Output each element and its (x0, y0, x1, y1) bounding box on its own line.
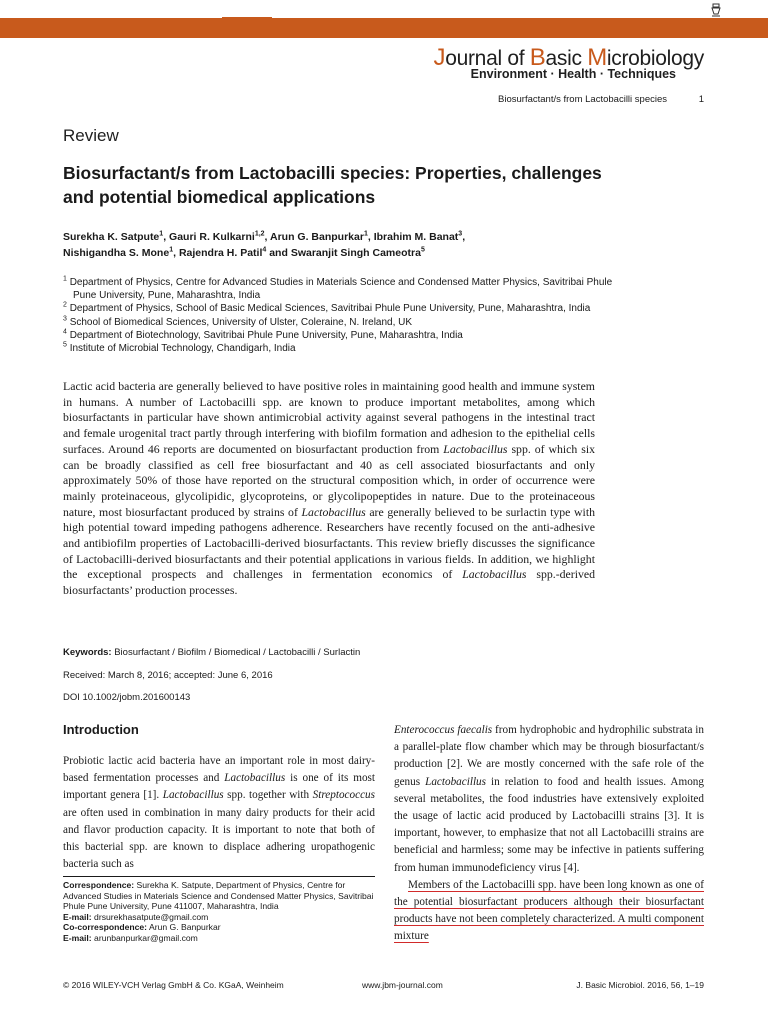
affiliation: $^4$ Department of Biotechnology, Savitribai Phule Pune University, Pune, Maharashtra, India (63, 328, 463, 341)
abstract: Lactic acid bacteria are generally believed to have positive roles in maintaining good health and immune system in humans. A number of Lactobacilli spp. are known to produce important metabolites, among which biosurfactants in particular have shown antimicrobial activity against several pathogens in the intestinal tract and female urogenital tract partly through interfering with biofilm formation and adhesion to the epithelial cells surfaces. Around 46 reports are documented on biosurfactant production from Lactobacillus spp. of which six can be broadly classified as cell free biosurfactant and 40 as cell associated biosurfactants and only approximately 50% of those have reported on the structural composition which, in order of occurrence were mainly proteinaceous, glycolipidic, glycoproteins, or glycolipopeptides in nature. Due to the proteinaceous nature, most biosurfactant produced by strains of Lactobacillus are generally believed to be surlactin type with high potential toward impeding pathogens adherence. Researchers have recently focused on the anti-adhesive and antibiofilm properties of Lactobacilli-derived biosurfactants. This review briefly discusses the significance of Lactobacilli-derived biosurfactants and their potential applications in various fields. In addition, we highlight the exceptional prospects and challenges in fermentation economics of Lactobacillus spp.-derived biosurfactants’ production processes. (63, 379, 596, 598)
email-link[interactable]: arunbanpurkar@gmail.com (94, 932, 198, 943)
section-heading: Introduction (63, 722, 139, 737)
footnote-rule (63, 876, 375, 877)
keywords: Keywords: Biosurfactant / Biofilm / Biomedical / Lactobacilli / Surlactin (63, 647, 361, 658)
received-dates: Received: March 8, 2016; accepted: June 6, 2016 (63, 670, 273, 681)
correspondence-note: Correspondence: Surekha K. Satpute, Department of Physics, Centre for Advanced Studies in Materials Science and Condensed Matter Physics, Savitribai Phule Pune University, Pune 411007, Maharashtra, India E-mail: drsurekhasatpute@gmail.com Co-correspondence: Arun G. Banpurkar E-mail: arunbanpurkar@gmail.com (63, 880, 374, 943)
publisher-logo-icon (708, 2, 724, 18)
article-type: Review (63, 126, 119, 145)
affiliation: $^2$ Department of Physics, School of Basic Medical Sciences, Savitribai Phule Pune University, Pune, Maharashtra, India (63, 302, 591, 315)
running-head: Biosurfactant/s from Lactobacilli species (498, 94, 667, 105)
affiliation: $^5$ Institute of Microbial Technology, Chandigarh, India (63, 341, 296, 355)
journal-url[interactable]: www.jbm-journal.com (362, 980, 443, 990)
intro-right-column: Enterococcus faecalis from hydrophobic and hydrophilic substrata in a parallel-plate flow chamber which may be through biosurfactant/s production [2]. We are mostly concerned with the safe role of the genus Lactobacillus in relation to food and health issues. Among several metabolites, the food industries have extensively exploited the usage of lactic acid produced by Lactobacilli strains [3]. It is important, however, to emphasize that not all Lactobacilli strains are beneficial and harmless; some may be infective in patients suffering from human immunodeficiency virus [4]. Members of the Lactobacilli spp. have been long known as one of the potential biosurfactant producers although their biosurfactant products have not been completely characterized. A multi component mixture (394, 724, 704, 943)
citation: J. Basic Microbiol. 2016, 56, 1–19 (576, 980, 704, 990)
affiliation: $^1$ Department of Physics, Centre for Advanced Studies in Materials Science and Condensed Matter Physics, Savitribai Phule Pune University, Pune, Maharashtra, India (63, 275, 613, 302)
intro-left-column: Probiotic lactic acid bacteria have an important role in most dairy-based fermentation processes and Lactobacillus is one of its most important genera [1]. Lactobacillus spp. together with Streptococcus are often used in combination in many dairy products for their acid and flavor production capacity. It is important to note that both of this bacterial spp. are known to displace adhering uropathogenic bacteria such as (63, 755, 375, 871)
email-link[interactable]: drsurekhasatpute@gmail.com (94, 911, 209, 922)
author-list: Surekha K. Satpute$^1$, Gauri R. Kulkarni$^{1,2}$, Arun G. Banpurkar$^1$, Ibrahim M. Banat$^3$, Nishigandha S. Mone$^1$, Rajendra H. Patil$^4$ and Swaranjit Singh Cameotra$^5$ (63, 230, 466, 259)
page-number: 1 (698, 94, 704, 105)
doi[interactable]: DOI 10.1002/jobm.201600143 (63, 692, 191, 703)
affiliation-list (63, 276, 623, 355)
journal-subtitle: Environment · Health · Techniques (470, 67, 676, 81)
affiliation: $^3$ School of Biomedical Sciences, University of Ulster, Coleraine, N. Ireland, UK (63, 315, 413, 328)
article-title: Biosurfactant/s from Lactobacilli species: Properties, challenges and potential biomedical applications (63, 163, 602, 207)
journal-color-band (0, 18, 768, 38)
journal-name: Journal of Basic Microbiology (433, 44, 704, 71)
copyright: © 2016 WILEY-VCH Verlag GmbH & Co. KGaA, Weinheim (63, 980, 284, 990)
highlighted-text: Members of the Lactobacilli spp. have been long known as one of the potential biosurfactant producers although their biosurfactant products have not been completely characterized. A multi component mixture (394, 878, 704, 943)
